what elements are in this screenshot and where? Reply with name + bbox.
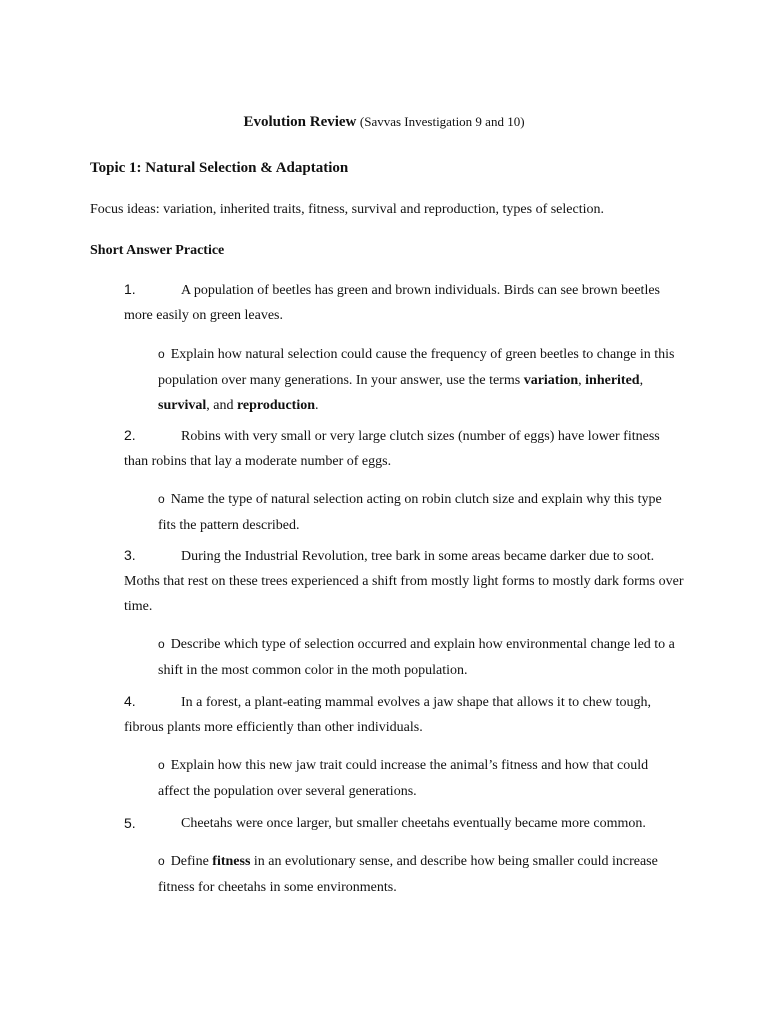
question-number: 1.: [124, 281, 136, 297]
bullet-marker: o: [158, 492, 165, 506]
term-reproduction: reproduction: [236, 398, 315, 413]
separator: , and: [206, 398, 237, 413]
title-subtitle: (Savvas Investigation 9 and 10): [359, 114, 525, 129]
prompt-text: Explain how this new jaw trait could increase the animal’s fitness and how that could: [170, 758, 649, 773]
prompt-text: fitness for cheetahs in some environments.: [158, 879, 397, 895]
prompt-text: affect the population over several generations.: [158, 783, 417, 799]
question-prompt: [158, 632, 678, 683]
bullet-marker: o: [158, 637, 165, 651]
term-fitness: fitness: [212, 854, 251, 869]
term-variation: variation: [523, 372, 579, 388]
topic-heading: Topic 1: Natural Selection & Adaptation: [90, 160, 349, 176]
question-text: fibrous plants more efficiently than other individuals.: [124, 720, 423, 735]
section-heading: Short Answer Practice: [90, 243, 225, 258]
term-survival: survival: [158, 398, 207, 413]
question-number: 2.: [124, 427, 136, 443]
question-text: Robins with very small or very large clutch sizes (number of eggs) have lower fitness: [181, 429, 660, 444]
prompt-text: population over many generations. In your answer, use the terms: [158, 372, 524, 388]
separator: ,: [639, 372, 644, 388]
question-text: Cheetahs were once larger, but smaller cheetahs eventually became more common.: [181, 816, 646, 831]
question-prompt: [158, 753, 678, 804]
prompt-text: fits the pattern described.: [158, 517, 300, 533]
question-number: 3.: [124, 547, 136, 563]
separator: .: [315, 398, 319, 413]
question-prompt: [158, 849, 678, 900]
prompt-text: Define: [170, 854, 213, 869]
document-title: [0, 114, 768, 131]
prompt-text: in an evolutionary sense, and describe how being smaller could increase: [250, 854, 658, 869]
question-number: 5.: [124, 815, 136, 831]
bullet-marker: o: [158, 758, 165, 772]
focus-ideas: Focus ideas: variation, inherited traits, fitness, survival and reproduction, types of selection.: [90, 202, 604, 217]
question-text: In a forest, a plant-eating mammal evolves a jaw shape that allows it to chew tough,: [181, 695, 652, 710]
question-text: Moths that rest on these trees experienced a shift from mostly light forms to mostly dark forms over: [124, 574, 684, 589]
separator: ,: [578, 372, 586, 388]
bullet-marker: o: [158, 854, 165, 868]
question-prompt: [158, 342, 678, 419]
prompt-text: Explain how natural selection could cause the frequency of green beetles to change in this: [170, 347, 675, 362]
question-text: than robins that lay a moderate number of eggs.: [124, 454, 392, 469]
question-text: A population of beetles has green and brown individuals. Birds can see brown beetles: [181, 283, 660, 298]
question-text: During the Industrial Revolution, tree bark in some areas became darker due to soot.: [181, 549, 655, 564]
prompt-text: Describe which type of selection occurred and explain how environmental change led to a: [170, 637, 675, 652]
question-prompt: [158, 487, 678, 538]
prompt-text: Name the type of natural selection acting on robin clutch size and explain why this type: [170, 492, 662, 507]
title-main: Evolution Review: [243, 114, 357, 130]
question-text: time.: [124, 599, 153, 614]
bullet-marker: o: [158, 347, 165, 361]
prompt-text: shift in the most common color in the moth population.: [158, 662, 468, 678]
term-inherited: inherited: [585, 372, 640, 388]
question-number: 4.: [124, 693, 136, 709]
question-text: more easily on green leaves.: [124, 308, 283, 323]
